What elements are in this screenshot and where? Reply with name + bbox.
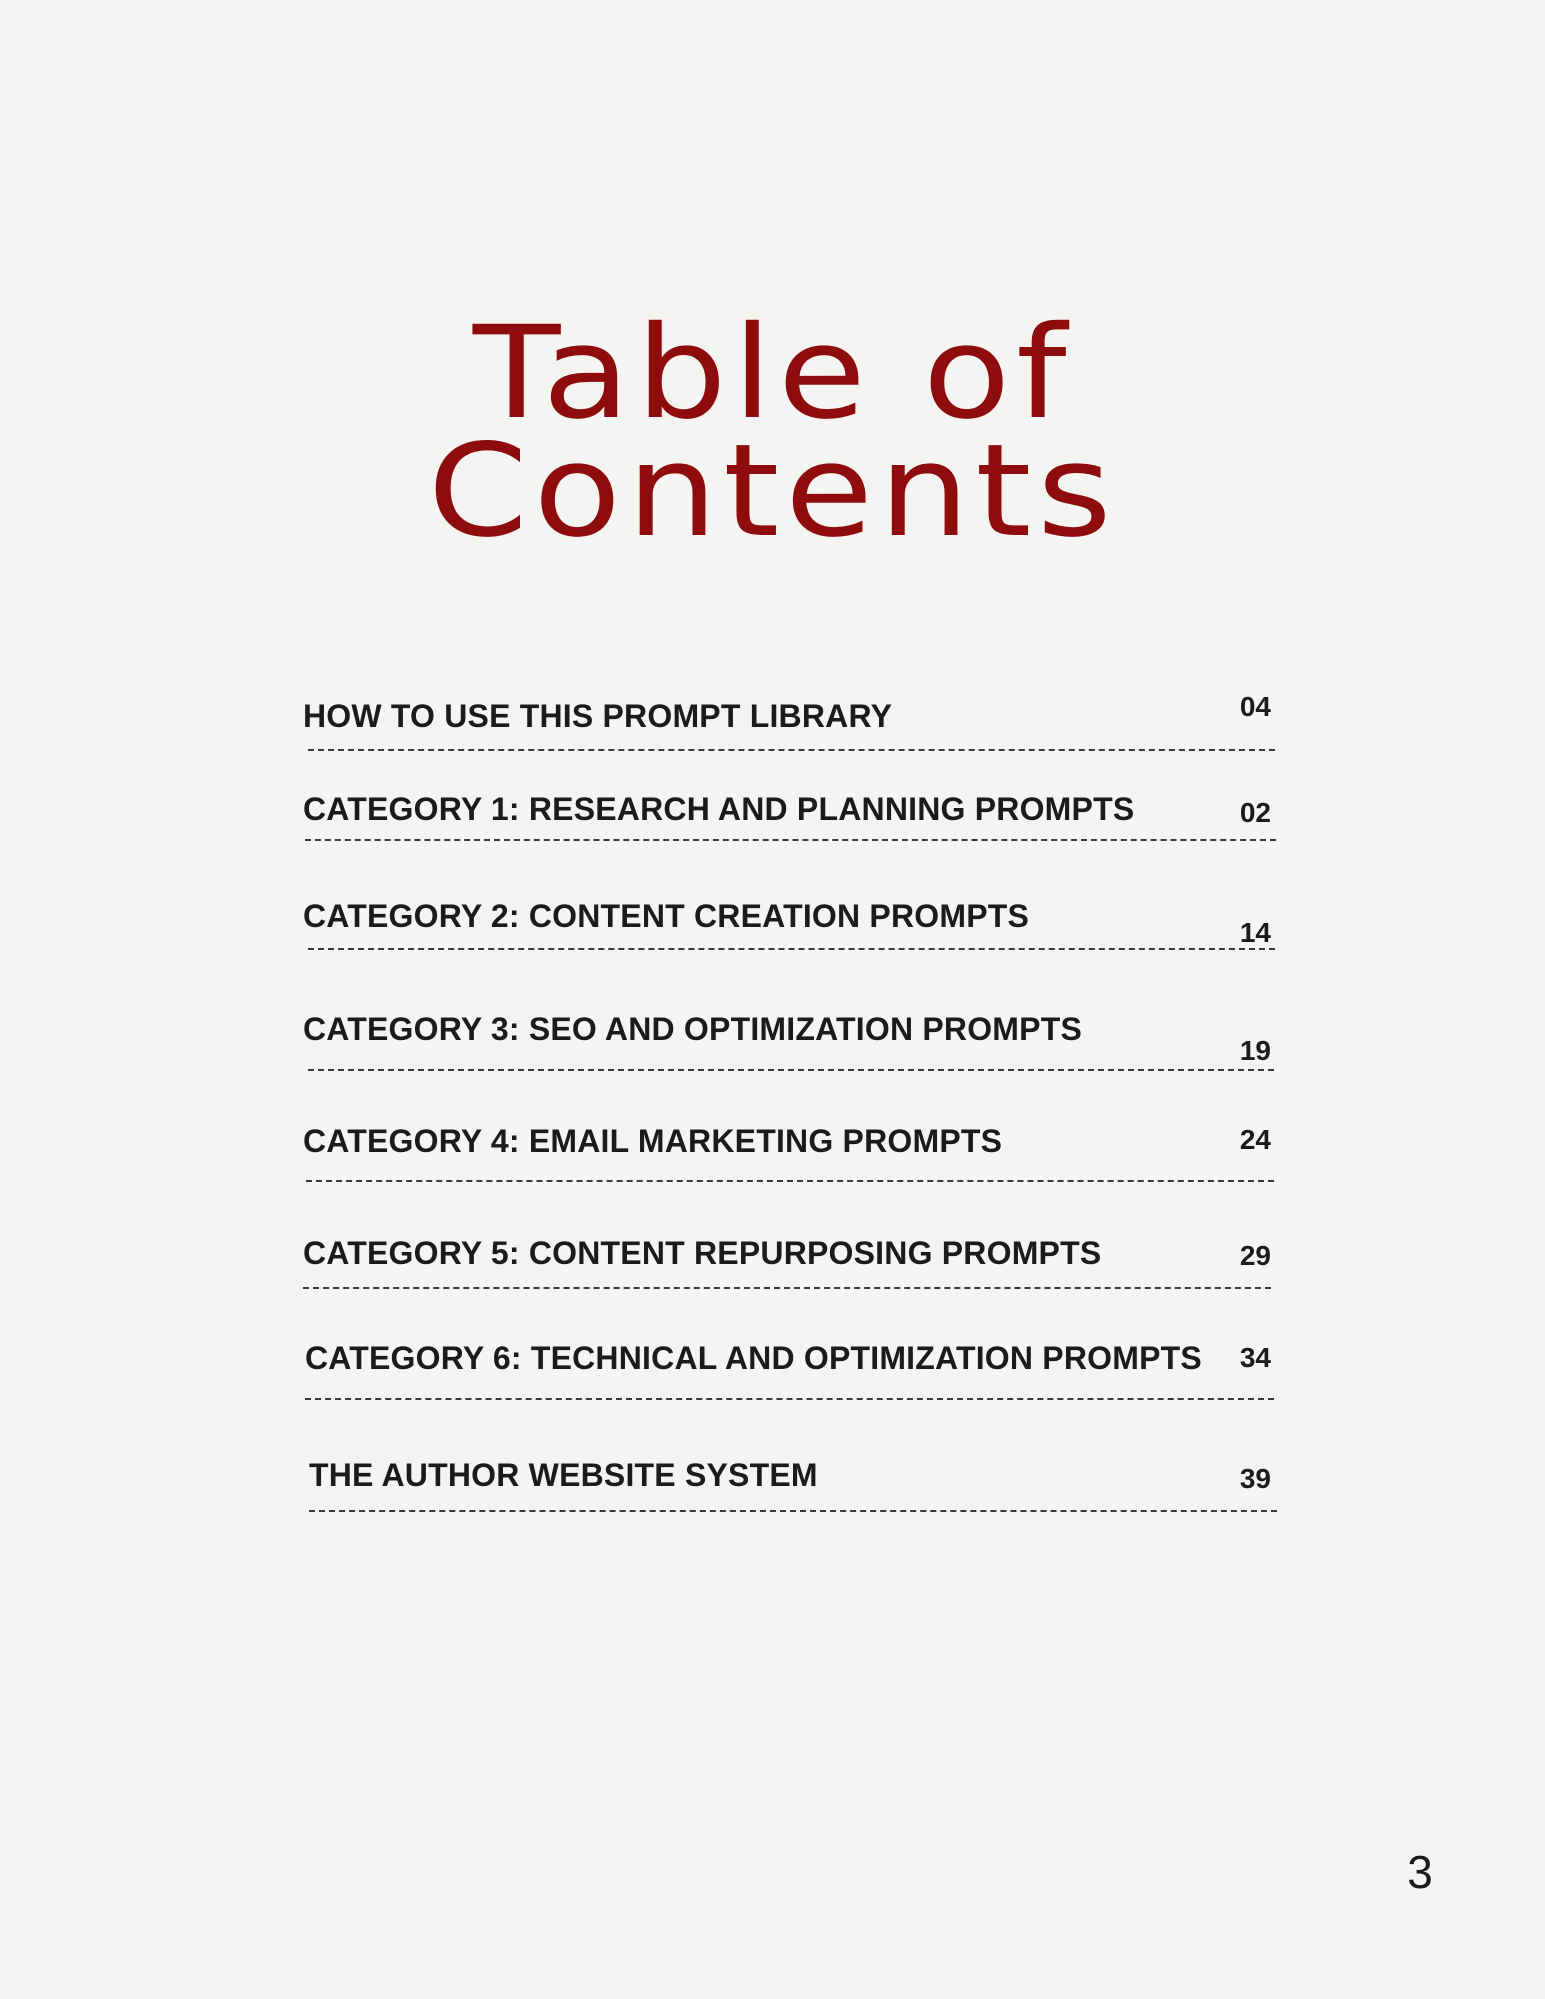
toc-entry-how-to-use[interactable] xyxy=(0,690,1545,750)
toc-entry-page: 04 xyxy=(1239,691,1271,722)
dotted-leader xyxy=(308,948,1275,950)
toc-entry-label: CATEGORY 5: CONTENT REPURPOSING PROMPTS xyxy=(303,1235,1102,1271)
page-number: 3 xyxy=(1407,1846,1433,1898)
toc-entry-label: CATEGORY 3: SEO AND OPTIMIZATION PROMPTS xyxy=(303,1011,1082,1047)
page-title-line-2: Contents xyxy=(427,417,1118,566)
toc-entry-page: 39 xyxy=(1239,1463,1271,1494)
toc-entry-author-website-system[interactable] xyxy=(0,1451,1545,1511)
toc-entry-label: CATEGORY 4: EMAIL MARKETING PROMPTS xyxy=(303,1123,1003,1159)
toc-entry-label: CATEGORY 6: TECHNICAL AND OPTIMIZATION PROMPTS xyxy=(305,1340,1202,1376)
dotted-leader xyxy=(305,839,1276,841)
toc-entry-label: CATEGORY 2: CONTENT CREATION PROMPTS xyxy=(303,898,1030,934)
toc-entry-page: 02 xyxy=(1239,797,1271,828)
toc-entry-page: 24 xyxy=(1239,1124,1271,1155)
dotted-leader xyxy=(305,1398,1274,1400)
page-title-line-1: Table of xyxy=(472,299,1073,448)
toc-entry-label: HOW TO USE THIS PROMPT LIBRARY xyxy=(303,698,893,734)
toc-entry-label: THE AUTHOR WEBSITE SYSTEM xyxy=(309,1457,818,1493)
dotted-leader xyxy=(308,749,1275,751)
toc-entry-category-6[interactable] xyxy=(0,1332,1545,1392)
toc-entry-category-1[interactable] xyxy=(0,783,1545,843)
toc-entry-page: 34 xyxy=(1239,1342,1271,1373)
toc-entry-category-5[interactable] xyxy=(0,1227,1545,1287)
dotted-leader xyxy=(309,1510,1277,1512)
toc-entry-category-4[interactable] xyxy=(0,1115,1545,1175)
toc-entry-page: 14 xyxy=(1239,917,1271,948)
toc-entry-category-3[interactable] xyxy=(0,1003,1545,1066)
dotted-leader xyxy=(306,1180,1274,1182)
toc-entry-page: 29 xyxy=(1239,1240,1271,1271)
toc-entry-label: CATEGORY 1: RESEARCH AND PLANNING PROMPTS xyxy=(303,791,1135,827)
toc-entry-page: 19 xyxy=(1239,1035,1271,1066)
toc-entry-category-2[interactable] xyxy=(0,890,1545,950)
dotted-leader xyxy=(308,1069,1274,1071)
dotted-leader xyxy=(303,1287,1271,1289)
